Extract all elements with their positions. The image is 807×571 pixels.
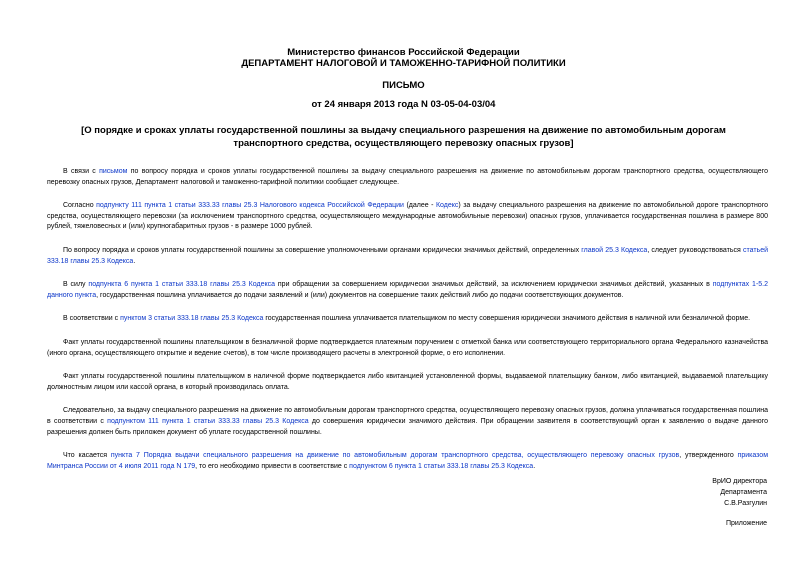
link-subparagraph-111[interactable]: подпунктом 111 пункта 1 статьи 333.33 главы 25.3 Кодекса [107,417,309,425]
link-subparagraph-6-333-18[interactable]: подпунктом 6 пункта 1 статьи 333.18 главы 25.3 Кодекса [349,462,534,470]
signature-block [712,477,767,509]
document-type: ПИСЬМО [382,80,425,91]
link-procedure-point-7[interactable]: пункта 7 Порядка выдачи специального разрешения на движение по автомобильным дорогам транспортного средства, осуществляющего перевозку опасных грузов [110,452,680,460]
signatory-name: С.В.Разгулин [724,499,767,507]
link-subparagraph-6[interactable]: подпункта 6 пункта 1 статьи 333.18 главы 25.3 Кодекса [88,281,276,289]
document-body [47,167,768,485]
appendix-label: Приложение [725,520,767,527]
link-tax-code-333-33[interactable]: подпункту 111 пункта 1 статьи 333.33 главы 25.3 Налогового кодекса Российской Федерации [96,202,404,210]
link-mintrans-order-179[interactable]: приказом Минтранса России от 4 июля 2011 года N 179 [47,452,769,470]
link-chapter-25-3[interactable]: главой 25.3 Кодекса [581,246,648,254]
signatory-position: ВрИО директора [712,478,767,485]
signatory-department: Департамента [720,488,767,496]
paragraph-6: Факт уплаты государственной пошлины плательщиком в безналичной форме подтверждается платежным поручением с отметкой банка или соответствующего территориального органа Федерального казначейства (иного органа, осуществляющего открытие и ведение счетов), в том числе производящего расчеты в электронной форме, о его исполнении. [47,338,768,357]
document-title: [О порядке и сроках уплаты государственной пошлины за выдачу специального разрешения на движение по автомобильным дорогам транспортного средства, осуществляющего перевозку опасных грузов] [81,125,726,149]
paragraph-5: В соответствии с пунктом 3 статьи 333.18 главы 25.3 Кодекса государственная пошлина уплачивается плательщиком по месту совершения юридически значимого действия в наличной или безналичной форме. [63,315,751,323]
department-name: ДЕПАРТАМЕНТ НАЛОГОВОЙ И ТАМОЖЕННО-ТАРИФНОЙ ПОЛИТИКИ [241,58,566,69]
link-point-3[interactable]: пунктом 3 статьи 333.18 главы 25.3 Кодекса [120,315,264,323]
link-letter[interactable]: письмом [99,168,128,175]
paragraph-2: Согласно подпункту 111 пункта 1 статьи 333.33 главы 25.3 Налогового кодекса Российской Федерации (далее - Кодекс) за выдачу специального разрешения на движение по автомобильной дороге транспортного средства, осуществляющего перевозки (за исключением транспортного средства, осуществляющего международные автомобильные перевозки) опасных грузов, уплачивается государственная пошлина в размере 800 рублей, тяжеловесных и (или) крупногабаритных грузов - в размере 1000 рублей. [47,202,768,231]
paragraph-7: Факт уплаты государственной пошлины плательщиком в наличной форме подтверждается либо квитанцией установленной формы, выдаваемой плательщику банком, либо квитанцией, выдаваемой плательщику должностным лицом или кассой органа, в который производилась оплата. [47,373,768,391]
link-code[interactable]: Кодекс [435,202,459,210]
paragraph-8: Следовательно, за выдачу специального разрешения на движение по автомобильным дорогам транспортного средства, осуществляющего перевозку опасных грузов, должна уплачиваться государственная пошлина в соответствии с подпунктом 111 пункта 1 статьи 333.33 главы 25.3 Кодекса до совершения юридически значимого действия. При обращении заявителя в соответствующий орган к заявлению о выдаче данного разрешения должен быть приложен документ об уплате государственной пошлины. [47,407,768,436]
paragraph-3: По вопросу порядка и сроков уплаты государственной пошлины за совершение уполномоченными органами юридически значимых действий, определенных главой 25.3 Кодекса, следует руководствоваться статьей 333.18 главы 25.3 Кодекса. [47,246,768,265]
ministry-name: Министерство финансов Российской Федерации [287,47,520,58]
link-article-333-18[interactable]: статьей 333.18 главы 25.3 Кодекса [47,246,768,265]
paragraph-4: В силу подпункта 6 пункта 1 статьи 333.18 главы 25.3 Кодекса при обращении за совершением юридически значимых действий, за исключением юридически значимых действий, указанных в подпунктах 1-5.2 данного пункта, государственная пошлина уплачивается до подачи заявлений и (или) документов на совершение таких действий либо до подачи соответствующих документов. [47,281,769,299]
paragraph-9: Что касается пункта 7 Порядка выдачи специального разрешения на движение по автомобильным дорогам транспортного средства, осуществляющего перевозку опасных грузов, утвержденного приказом Минтранса России от 4 июля 2011 года N 179, то его необходимо привести в соответствие с подпунктом 6 пункта 1 статьи 333.18 главы 25.3 Кодекса. [47,452,769,470]
paragraph-1: В связи с письмом по вопросу порядка и сроков уплаты государственной пошлины за выдачу специального разрешения на движение по автомобильным дорогам транспортного средства, осуществляющего перевозку опасных грузов, Департамент налоговой и таможенно-тарифной политики сообщает следующее. [47,168,768,186]
document-date-number: от 24 января 2013 года N 03-05-04-03/04 [311,99,496,110]
link-subparagraphs-1-5-2[interactable]: подпунктах 1-5.2 данного пункта [47,281,769,299]
